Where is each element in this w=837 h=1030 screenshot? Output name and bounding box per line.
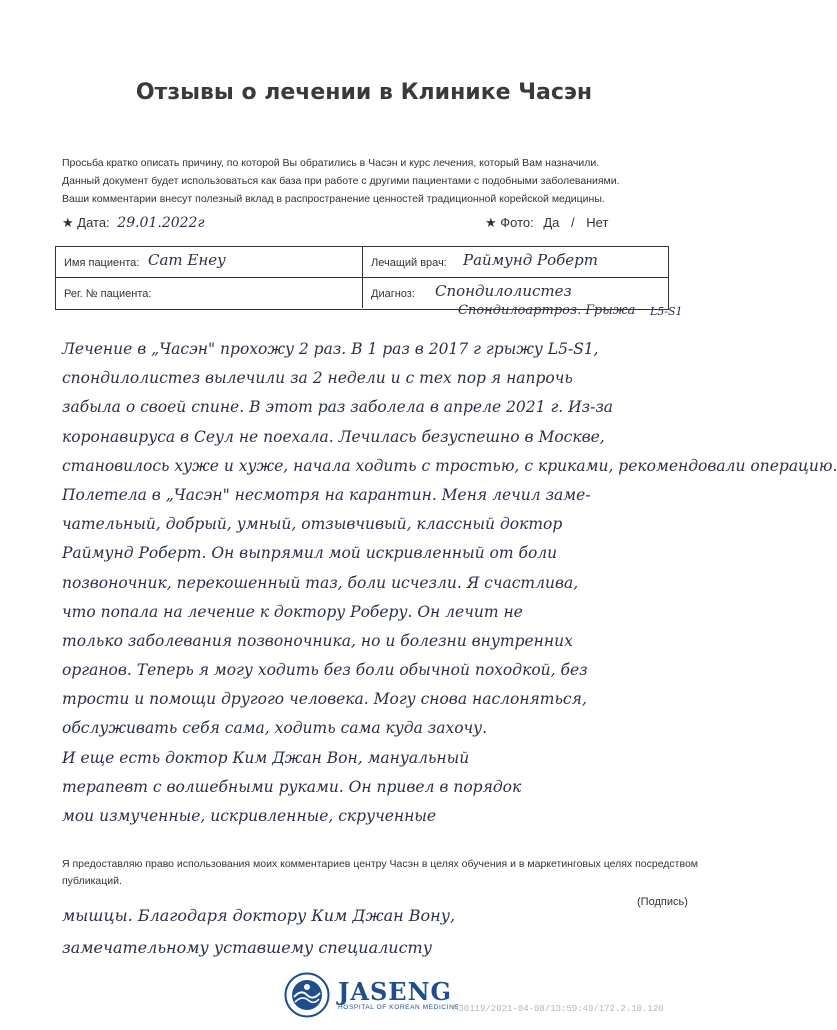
intro-line: Просьба кратко описать причину, по которой Вы обратились в Часэн и курс лечения, который Вам назначили. (62, 157, 600, 169)
clinic-logo (284, 972, 459, 1018)
review-line: обслуживать себя сама, ходить сама куда захочу. (62, 719, 488, 738)
review-line: мои измученные, искривленные, скрученные (62, 807, 437, 825)
review-line: Раймунд Роберт. Он выпрямил мой искривленный от боли (62, 544, 558, 563)
date-value: 29.01.2022г (117, 215, 205, 231)
reg-number-cell (56, 278, 363, 308)
review-line: позвоночник, перекошенный таз, боли исчезли. Я счастлива, (62, 573, 579, 592)
review-line: органов. Теперь я могу ходить без боли обычной походкой, без (62, 661, 588, 680)
patient-name-label: Имя пациента: (64, 257, 140, 269)
clinic-seal-icon (284, 972, 330, 1018)
review-line: Лечение в „Часэн" прохожу 2 раз. В 1 раз в 2017 г грыжу L5-S1, (62, 340, 599, 358)
consent-text: Я предоставляю право использования моих комментариев центру Часэн в целях обучения и в маркетинговых целях посредством публикаций. (62, 858, 699, 887)
review-line: коронавируса в Сеул не поехала. Лечилась безуспешно в Москве, (62, 427, 605, 446)
intro-line: Данный документ будет использоваться как база при работе с другими пациентами с подобными заболеваниями. (62, 175, 620, 187)
review-line: забыла о своей спине. В этот раз заболела в апреле 2021 г. Из-за (62, 398, 614, 417)
photo-separator: / (571, 215, 575, 230)
doctor-label: Лечащий врач: (371, 257, 447, 269)
doctor-cell (363, 247, 668, 278)
review-line: И еще есть доктор Ким Джан Вон, мануальный (62, 748, 470, 767)
reg-number-label: Рег. № пациента: (64, 288, 152, 300)
review-line: становилось хуже и хуже, начала ходить с тростью, с криками, рекомендовали операцию. (62, 456, 837, 475)
review-line: что попала на лечение к доктору Роберу. Он лечит не (62, 602, 523, 621)
photo-no-option: Нет (586, 215, 609, 230)
review-line: терапевт с волшебными руками. Он привел в порядок (62, 777, 522, 796)
diagnosis-extra: Спондилоартроз. Грыжа (458, 303, 636, 318)
doctor-value: Раймунд Роберт (463, 251, 598, 269)
diagnosis-value: Спондилолистез (435, 282, 572, 300)
clinic-subtitle: HOSPITAL OF KOREAN MEDICINE (338, 1003, 460, 1011)
signature-label: (Подпись) (637, 896, 688, 908)
clinic-name: JASENG (338, 976, 453, 1006)
review-line: спондилолистез вылечили за 2 недели и с тех пор я напрочь (62, 369, 573, 388)
page-title: Отзывы о лечении в Клинике Часэн (135, 80, 593, 105)
photo-label: ★ Фото: (485, 215, 534, 230)
intro-line: Ваши комментарии внесут полезный вклад в распространение ценностей традиционной корейской медицины. (62, 193, 605, 205)
diagnosis-extra-level: L5-S1 (650, 305, 683, 318)
date-label: ★ Дата: (62, 215, 110, 230)
patient-name-value: Сат Енеу (148, 251, 226, 269)
scan-stamp: M30119/2021-04-08/13:59:49/172.2.10.120 (453, 1004, 664, 1014)
review-line: мышцы. Благодаря доктору Ким Джан Вону, (62, 906, 456, 925)
review-line: трости и помощи другого человека. Могу снова наслоняться, (62, 690, 587, 709)
intro-text (62, 154, 702, 208)
review-line: Полетела в „Часэн" несмотря на карантин. Меня лечил заме- (62, 485, 591, 504)
photo-row (485, 215, 608, 231)
photo-yes-option: Да (543, 215, 560, 230)
handwritten-review (62, 335, 837, 831)
review-line: чательный, добрый, умный, отзывчивый, классный доктор (62, 515, 563, 534)
patient-info-table (55, 246, 669, 310)
review-line: только заболевания позвоночника, но и болезни внутренних (62, 631, 573, 650)
diagnosis-label: Диагноз: (371, 288, 415, 300)
patient-name-cell (56, 247, 363, 278)
handwritten-review-continued (62, 900, 702, 964)
review-line: замечательному уставшему специалисту (62, 938, 433, 957)
date-row (62, 215, 205, 231)
